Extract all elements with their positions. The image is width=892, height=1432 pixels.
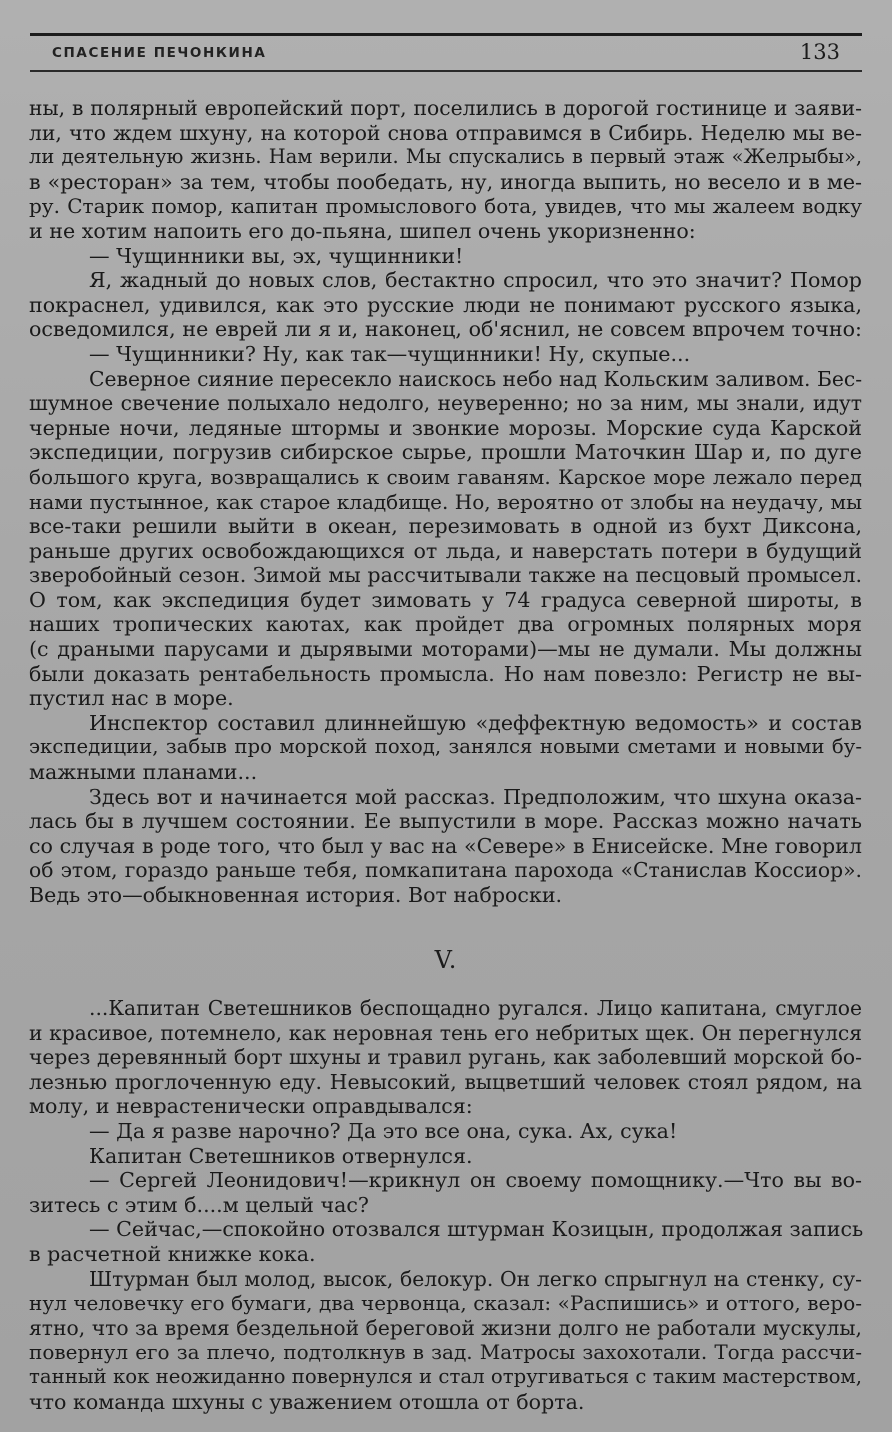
text-line: шумное свечение полыхало недолго, неуверенно; но за ним, мы знали, идут — [29, 391, 862, 416]
text-line: ли деятельную жизнь. Нам верили. Мы спускались в первый этаж «Желрыбы», — [29, 145, 862, 169]
text-line: покраснел, удивился, как это русские люди не понимают русского языка, — [29, 292, 862, 317]
text-line: — Да я разве нарочно? Да это все она, сука. Ах, сука! — [89, 1118, 678, 1143]
text-line: большого круга, возвращались к своим гаваням. Карское море лежало перед — [29, 464, 862, 489]
text-line: в расчетной книжке кока. — [29, 1241, 316, 1266]
text-line: Штурман был молод, высок, белокур. Он легко спрыгнул на стенку, су- — [89, 1266, 862, 1291]
text-line: черные ночи, ледяные штормы и звонкие морозы. Морские суда Карской — [29, 415, 862, 440]
text-line: лезнью проглоченную еду. Невысокий, выцветший человек стоял рядом, на — [29, 1069, 862, 1094]
text-line: ру. Старик помор, капитан промыслового бота, увидев, что мы жалеем водку — [29, 194, 862, 219]
text-line: осведомился, не еврей ли я и, наконец, об'яснил, не совсем впрочем точно: — [29, 317, 862, 342]
section-heading: V. — [434, 946, 458, 974]
text-line: что команда шхуны с уважением отошла от борта. — [29, 1389, 585, 1414]
page-number: 133 — [799, 40, 840, 64]
text-line: молу, и неврастенически оправдывался: — [29, 1094, 473, 1119]
text-line: ятно, что за время бездельной береговой жизни долго не работали мускулы, — [29, 1315, 862, 1340]
text-line: зитесь с этим б....м целый час? — [29, 1192, 369, 1217]
running-title: СПАСЕНИЕ ПЕЧОНКИНА — [52, 45, 267, 61]
text-line: ...Капитан Светешников беспощадно ругался. Лицо капитана, смуглое — [89, 996, 862, 1020]
text-line: Ведь это—обыкновенная история. Вот наброски. — [29, 883, 563, 907]
text-line: экспедиции, погрузив сибирское сырье, прошли Маточкин Шар и, по дуге — [29, 440, 862, 465]
text-line: лась бы в лучшем состоянии. Ее выпустили в море. Рассказ можно начать — [29, 809, 862, 834]
text-line: (с драными парусами и дырявыми моторами)—мы не думали. Мы должны — [29, 637, 862, 662]
text-line: О том, как экспедиция будет зимовать у 74 градуса северной широты, в — [29, 587, 862, 612]
text-line: Я, жадный до новых слов, бестактно спросил, что это значит? Помор — [89, 268, 862, 293]
text-line: танный кок неожиданно повернулся и стал отругиваться с таким мастерством, — [29, 1364, 862, 1388]
text-line: раньше других освобождающихся от льда, и наверстать потери в будущий — [29, 538, 862, 563]
text-line: Здесь вот и начинается мой рассказ. Предположим, что шхуна оказа- — [89, 784, 862, 809]
text-line: экспедиции, забыв про морской поход, занялся новыми сметами и новыми бу- — [29, 735, 862, 759]
text-line: — Сейчас,—спокойно отозвался штурман Козицын, продолжая запись — [89, 1217, 864, 1242]
header-rule-top — [30, 33, 862, 36]
text-line: все-таки решили выйти в океан, перезимовать в одной из бухт Диксона, — [29, 514, 862, 539]
text-line: повернул его за плечо, подтолкнув в зад. Матросы захохотали. Тогда рассчи- — [29, 1340, 862, 1365]
text-line: наших тропических каютах, как пройдет два огромных полярных моря — [29, 612, 862, 637]
section-2-text — [29, 996, 862, 1414]
text-line: мажными планами... — [29, 760, 258, 785]
text-line: и не хотим напоить его до-пьяна, шипел очень укоризненно: — [29, 218, 696, 243]
text-line: нул человечку его бумаги, два червонца, сказал: «Распишись» и оттого, веро- — [29, 1291, 862, 1316]
text-line: Северное сияние пересекло наискось небо над Кольским заливом. Бес- — [89, 366, 863, 391]
text-line: нами пустынное, как старое кладбище. Но, вероятно от злобы на неудачу, мы — [29, 489, 862, 514]
section-1-text — [29, 96, 862, 908]
text-line: — Сергей Леонидович!—крикнул он своему помощнику.—Что вы во- — [89, 1168, 862, 1193]
text-line: зверобойный сезон. Зимой мы рассчитывали также на песцовый промысел. — [29, 563, 862, 588]
text-line: со случая в роде того, что был у вас на «Севере» в Енисейске. Мне говорил — [29, 833, 862, 858]
header-rule-bottom — [30, 70, 862, 72]
text-line: ли, что ждем шхуну, на которой снова отправимся в Сибирь. Неделю мы ве- — [29, 120, 862, 145]
text-line: об этом, гораздо раньше тебя, помкапитана парохода «Станислав Коссиор». — [29, 858, 862, 883]
text-line: Капитан Светешников отвернулся. — [89, 1143, 473, 1168]
text-line: и красивое, потемнело, как неровная тень его небритых щек. Он перегнулся — [29, 1020, 862, 1045]
text-line: — Чущинники? Ну, как так—чущинники! Ну, скупые... — [89, 341, 691, 366]
text-line: в «ресторан» за тем, чтобы пообедать, ну, иногда выпить, но весело и в ме- — [29, 169, 862, 194]
text-line: пустил нас в море. — [29, 686, 234, 711]
text-line: были доказать рентабельность промысла. Но нам повезло: Регистр не вы- — [29, 661, 862, 686]
text-line: — Чущинники вы, эх, чущинники! — [89, 243, 464, 268]
text-line: Инспектор составил длиннейшую «деффектную ведомость» и состав — [89, 710, 862, 735]
text-line: через деревянный борт шхуны и травил ругань, как заболевший морской бо- — [29, 1045, 862, 1070]
text-line: ны, в полярный европейский порт, поселились в дорогой гостинице и заяви- — [29, 96, 862, 120]
